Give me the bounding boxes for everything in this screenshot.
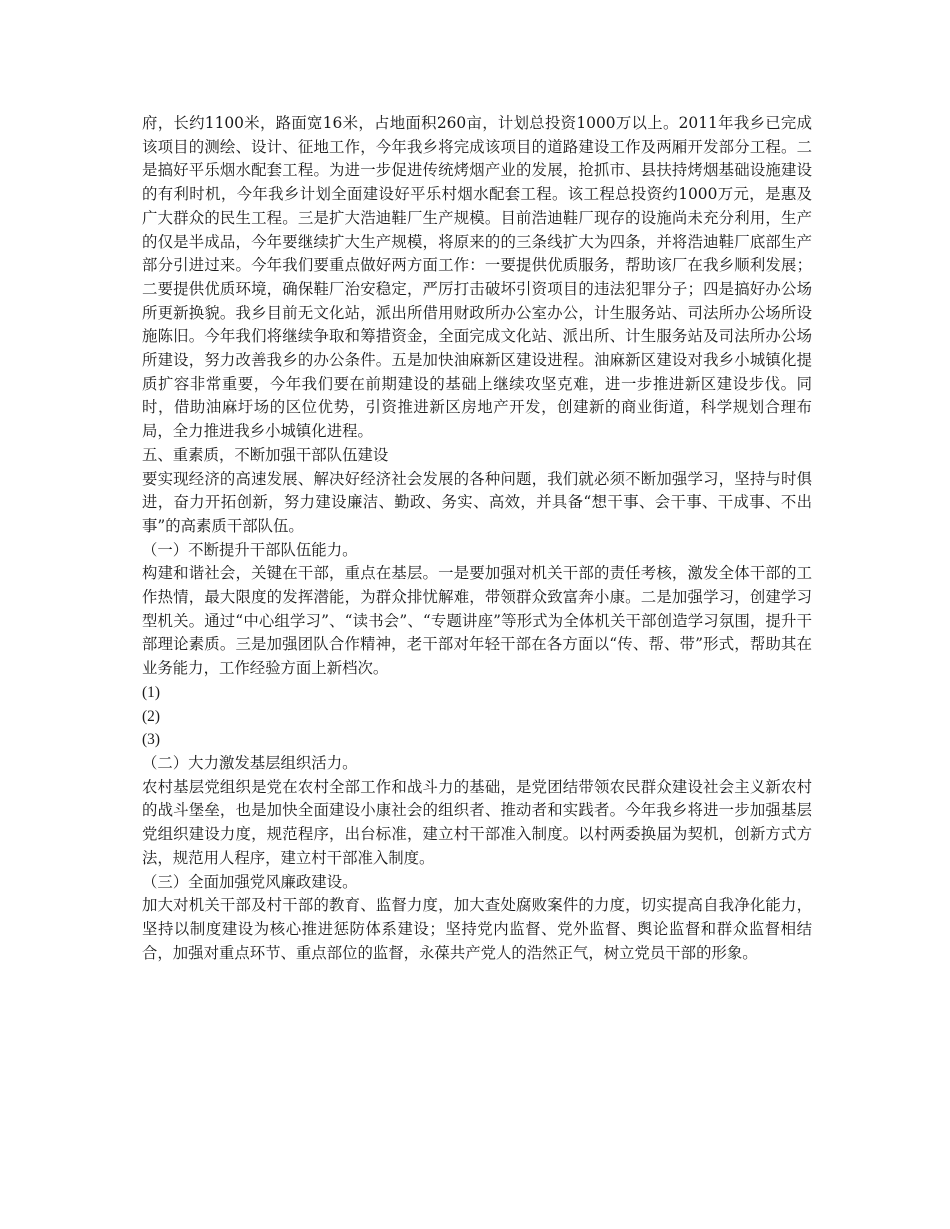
list-marker-1: (1) <box>142 683 160 701</box>
paragraph-cadre-intro: 要实现经济的高速发展、解决好经济社会发展的各种问题，我们就必须不断加强学习，坚持与时俱进，奋力开拓创新，努力建设廉洁、勤政、务实、高效，并具备“想干事、会干事、干成事、不出事”的高素质干部队伍。 <box>142 469 812 535</box>
paragraph-cadre-ability: 构建和谐社会，关键在干部，重点在基层。一是要加强对机关干部的责任考核，激发全体干部的工作热情，最大限度的发挥潜能，为群众排忧解难，带领群众致富奔小康。二是加强学习，创建学习型机关。通过“中心组学习”、“读书会”、“专题讲座”等形式为全体机关干部创造学习氛围，提升干部理论素质。三是加强团队合作精神，老干部对年轻干部在各方面以“传、帮、带”形式，帮助其在业务能力，工作经验方面上新档次。 <box>142 564 812 678</box>
list-marker-2: (2) <box>142 707 160 725</box>
paragraph-grassroots: 农村基层党组织是党在农村全部工作和战斗力的基础，是党团结带领农民群众建设社会主义新农村的战斗堡垒，也是加快全面建设小康社会的组织者、推动者和实践者。今年我乡将进一步加强基层党组织建设力度，规范程序，出台标准，建立村干部准入制度。以村两委换届为契机，创新方式方法，规范用人程序，建立村干部准入制度。 <box>142 777 812 867</box>
paragraph-town-projects: 府，长约1100米，路面宽16米，占地面积260亩，计划总投资1000万以上。2011年我乡已完成该项目的测绘、设计、征地工作，今年我乡将完成该项目的道路建设工作及两厢开发部分工程。二是搞好平乐烟水配套工程。为进一步促进传统烤烟产业的发展，抢抓市、县扶持烤烟基础设施建设的有利时机，今年我乡计划全面建设好平乐村烟水配套工程。该工程总投资约1000万元，是惠及广大群众的民生工程。三是扩大浩迪鞋厂生产规模。目前浩迪鞋厂现存的设施尚未充分利用，生产的仅是半成品，今年要继续扩大生产规模，将原来的的三条线扩大为四条，并将浩迪鞋厂底部生产部分引进过来。今年我们要重点做好两方面工作：一要提供优质服务，帮助该厂在我乡顺利发展；二要提供优质环境，确保鞋厂治安稳定，严厉打击破坏引资项目的违法犯罪分子；四是搞好办公场所更新换貌。我乡目前无文化站，派出所借用财政所办公室办公，计生服务站、司法所办公场所设施陈旧。今年我们将继续争取和筹措资金，全面完成文化站、派出所、计生服务站及司法所办公场所建设，努力改善我乡的办公条件。五是加快油麻新区建设进程。油麻新区建设对我乡小城镇化提质扩容非常重要，今年我们要在前期建设的基础上继续攻坚克难，进一步推进新区建设步伐。同时，借助油麻圩场的区位优势，引资推进新区房地产开发，创建新的商业街道，科学规划合理布局，全力推进我乡小城镇化进程。 <box>142 114 812 441</box>
subheading-one: （一）不断提升干部队伍能力。 <box>142 540 358 559</box>
subheading-two: （二）大力激发基层组织活力。 <box>142 753 358 772</box>
document-page <box>142 112 812 965</box>
section-heading-five: 五、重素质，不断加强干部队伍建设 <box>142 445 389 464</box>
paragraph-integrity: 加大对机关干部及村干部的教育、监督力度，加大查处腐败案件的力度，切实提高自我净化能力，坚持以制度建设为核心推进惩防体系建设；坚持党内监督、党外监督、舆论监督和群众监督相结合，加强对重点环节、重点部位的监督，永葆共产党人的浩然正气，树立党员干部的形象。 <box>142 896 812 962</box>
subheading-three: （三）全面加强党风廉政建设。 <box>142 872 358 891</box>
list-marker-3: (3) <box>142 731 160 749</box>
